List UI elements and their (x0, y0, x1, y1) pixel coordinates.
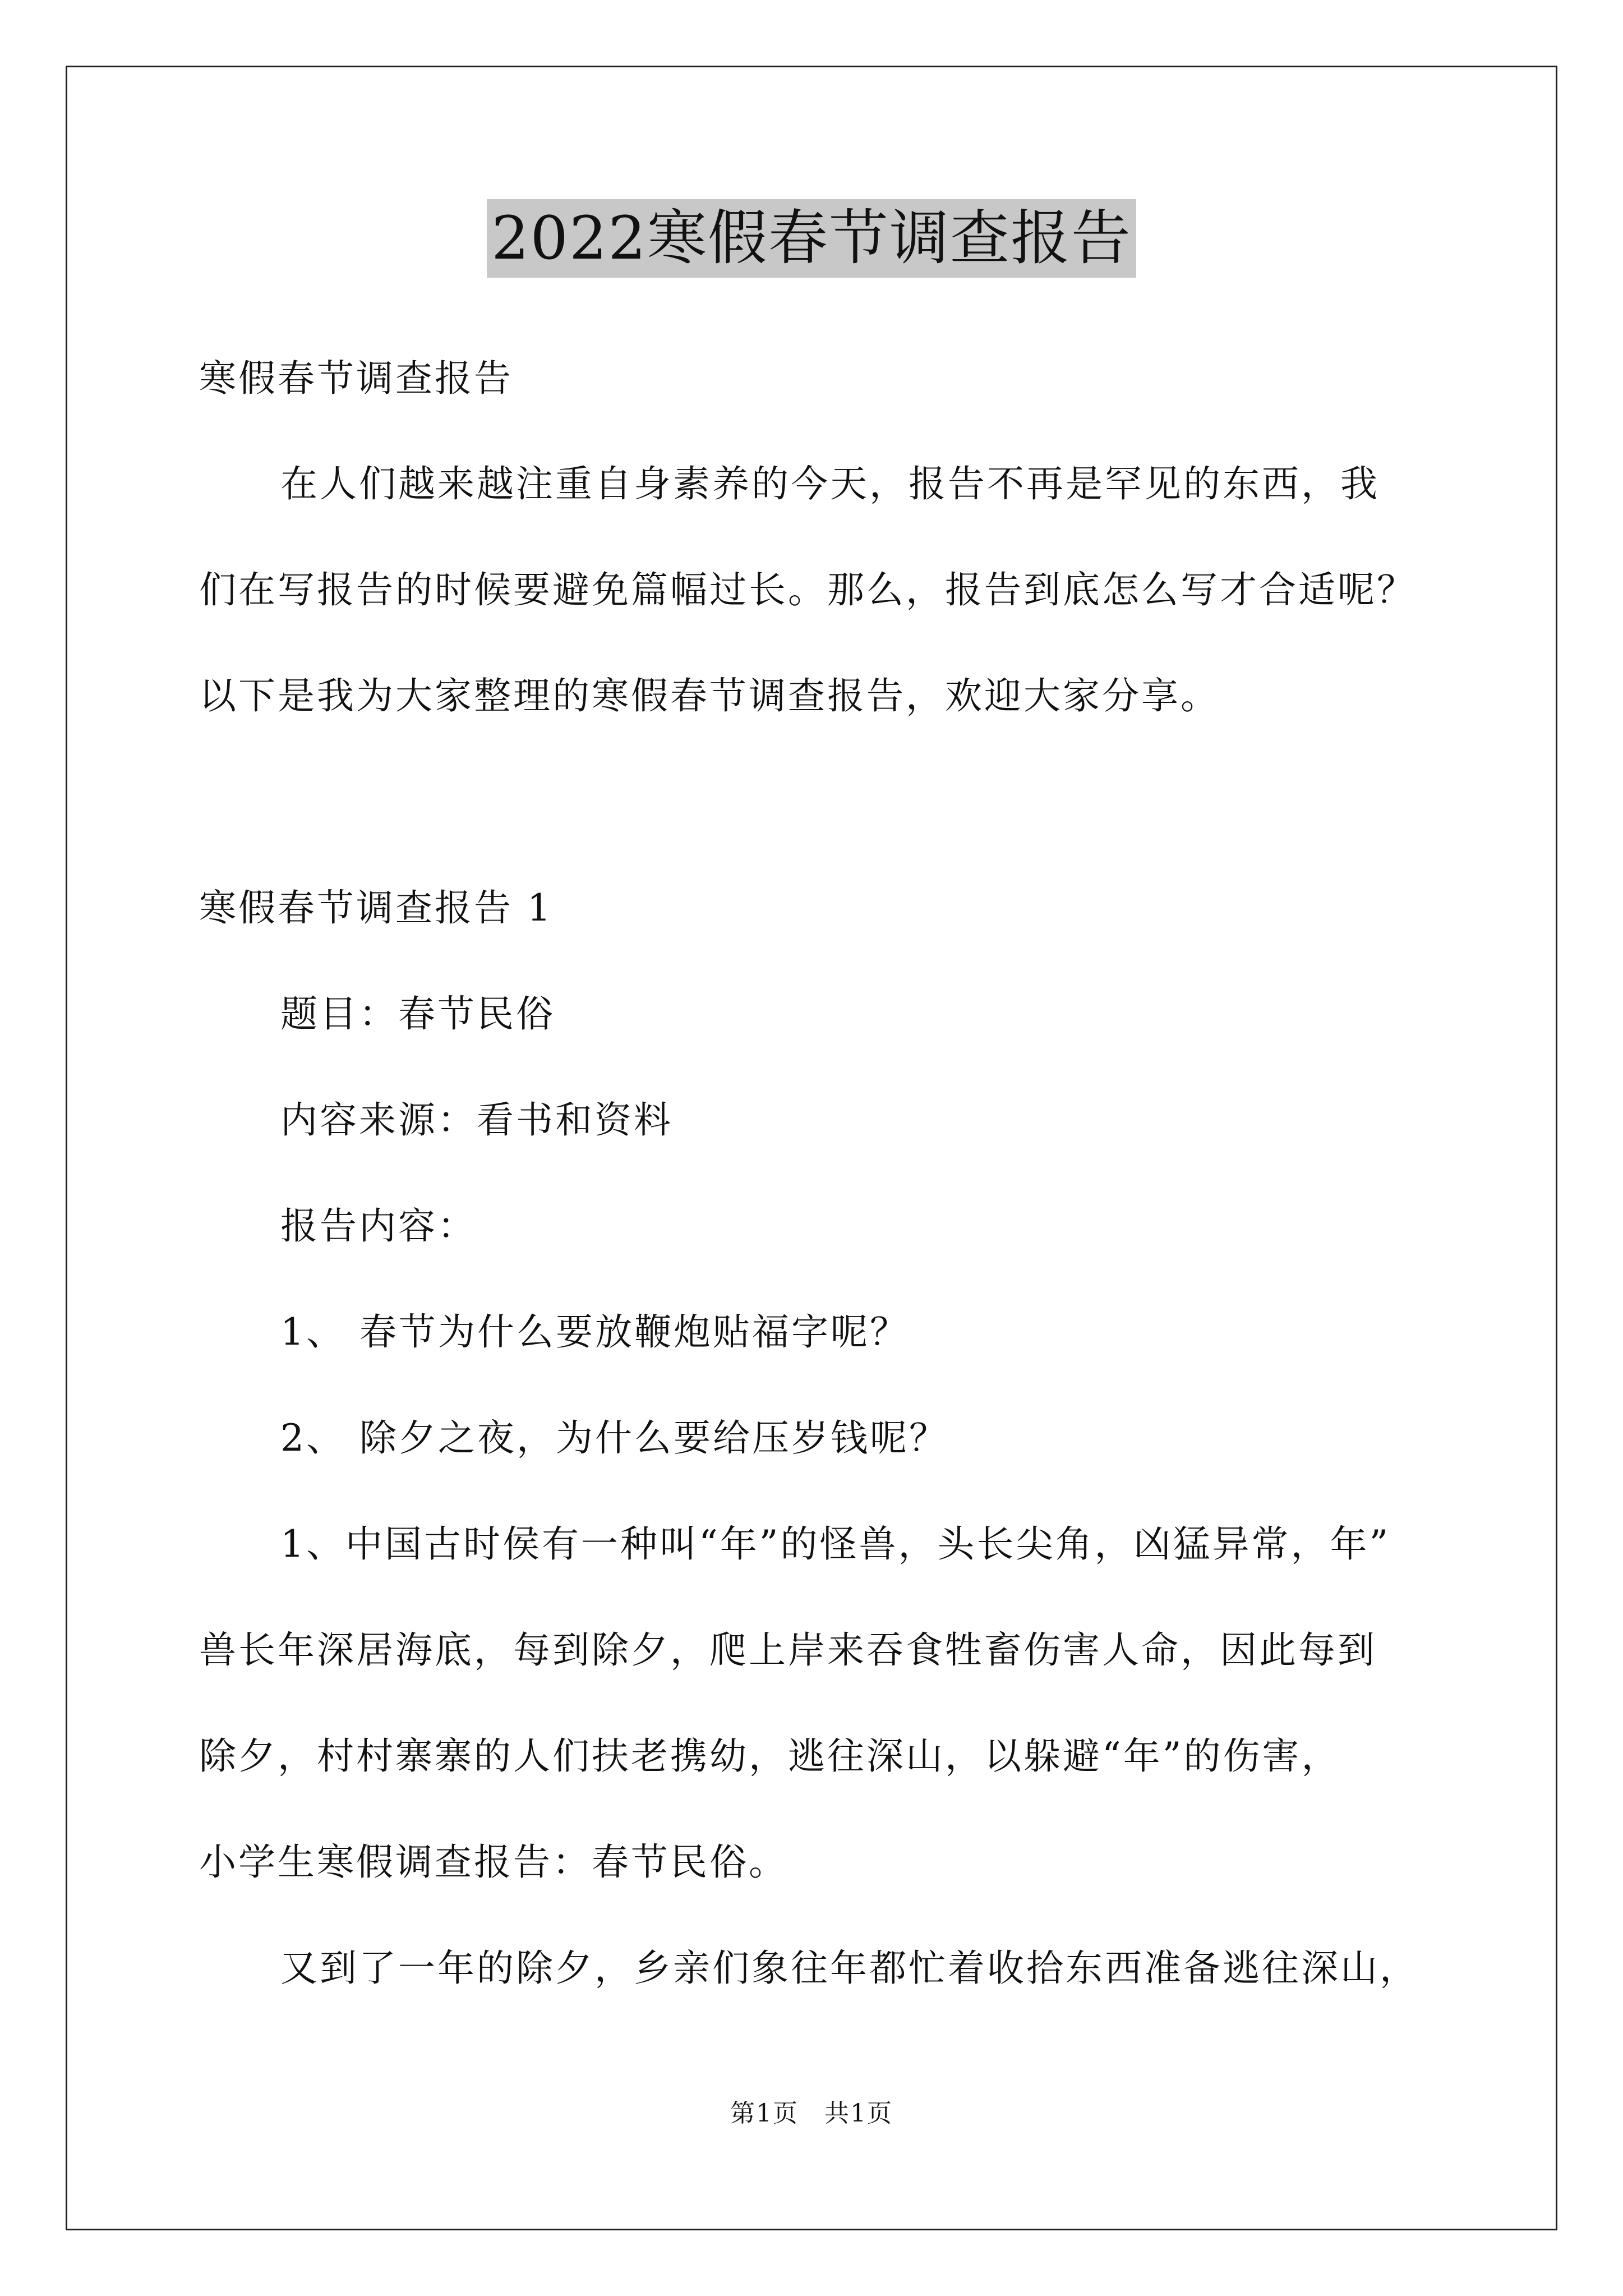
intro-line-1: 在人们越来越注重自身素养的今天，报告不再是罕见的东西，我 (280, 462, 1380, 505)
answer-line-1: 1、中国古时侯有一种叫“年”的怪兽，头长尖角，凶猛异常，年” (280, 1522, 1391, 1566)
topic-line: 题目：春节民俗 (280, 992, 555, 1036)
intro-line-3: 以下是我为大家整理的寒假春节调查报告，欢迎大家分享。 (199, 674, 1220, 717)
section-heading: 寒假春节调查报告 1 (199, 886, 553, 930)
page-footer: 第1页 共1页 (730, 2099, 893, 2128)
answer-line-4: 小学生寒假调查报告：春节民俗。 (199, 1841, 788, 1884)
last-line: 又到了一年的除夕，乡亲们象往年都忙着收拾东西准备逃往深山， (280, 1947, 1419, 1990)
title-container (0, 199, 1623, 278)
question-2: 2、 除夕之夜，为什么要给压岁钱呢？ (280, 1416, 948, 1460)
question-1: 1、 春节为什么要放鞭炮贴福字呢？ (280, 1310, 909, 1354)
source-line: 内容来源：看书和资料 (280, 1098, 673, 1142)
answer-line-3: 除夕，村村寨寨的人们扶老携幼，逃往深山，以躲避“年”的伤害， (199, 1734, 1341, 1778)
intro-line-2: 们在写报告的时候要避免篇幅过长。那么，报告到底怎么写才合适呢？ (199, 568, 1416, 611)
answer-line-2: 兽长年深居海底，每到除夕，爬上岸来吞食牲畜伤害人命，因此每到 (199, 1628, 1377, 1672)
document-title: 2022寒假春节调查报告 (487, 199, 1136, 278)
content-label: 报告内容： (280, 1204, 477, 1248)
document-subtitle: 寒假春节调查报告 (199, 357, 513, 400)
